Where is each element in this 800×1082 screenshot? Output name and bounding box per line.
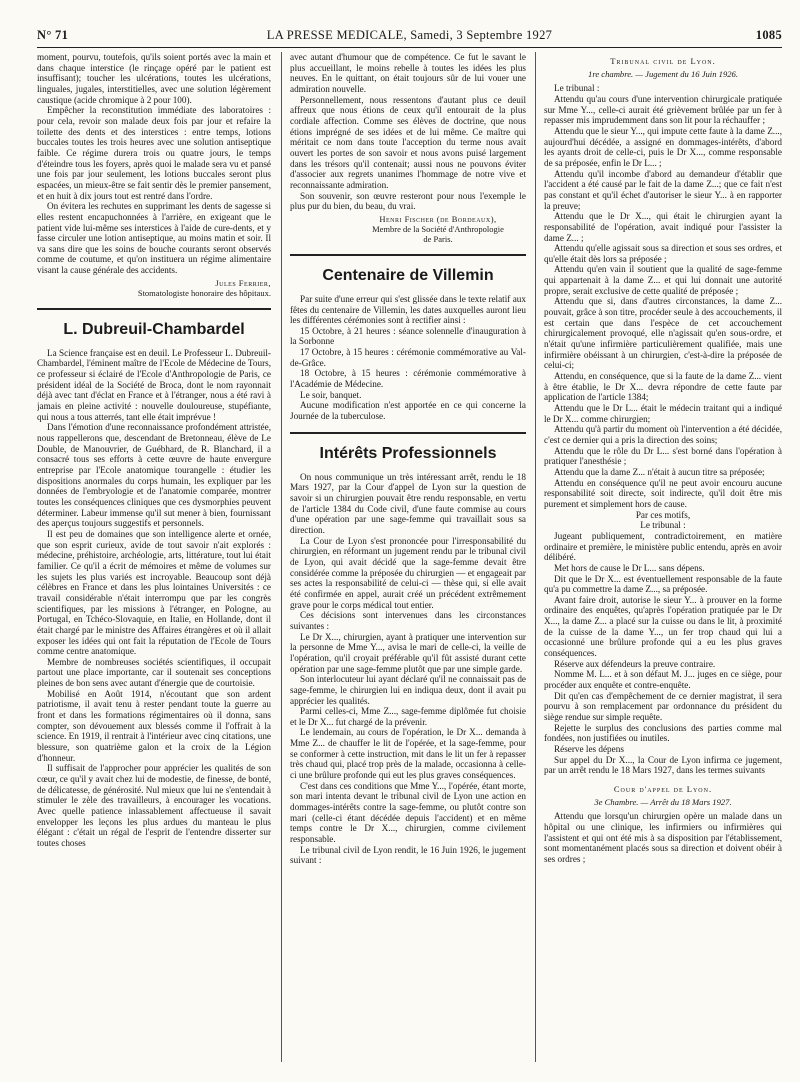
paragraph: Attendu qu'en vain il soutient que la qualité de sage-femme qui appartenait à la dame Z... et qui lui donnait une autorité propre, serait exclusive de cette qualité de préposée ; <box>544 264 782 296</box>
paragraph: C'est dans ces conditions que Mme Y..., l'opérée, étant morte, son mari intenta devant le tribunal civil de Lyon une action en dommages-intérêts contre la sage-femme, ou plutôt contre son mari (celle-ci étant décédée depuis l'accident) et en même temps contre le Dr X..., chirurgien, comme civilement responsable. <box>290 780 526 845</box>
paragraph: La Cour de Lyon s'est prononcée pour l'irresponsabilité du chirurgien, en réformant un jugement rendu par le tribunal civil de Lyon, qui avait décidé que la sage-femme devait être considérée comme la préposée du chirurgien — et engageait par ses actes la responsabilité de celui-ci — thèse qui, si elle avait été confirmée en appel, aurait créé un précédent extrêmement grave pour le corps médical tout entier. <box>290 535 526 610</box>
paragraph: Nomme M. L... et à son défaut M. J... juges en ce siège, pour procéder aux enquête et contre-enquête. <box>544 669 782 691</box>
chamber-heading: 3e Chambre. — Arrêt du 18 Mars 1927. <box>594 796 732 807</box>
author-name: Jules Ferrier, <box>215 277 271 288</box>
paragraph: Dit que le Dr X... est éventuellement responsable de la faute qu'a pu commettre la dame Z..., sa préposée. <box>544 573 782 595</box>
signature <box>290 214 526 244</box>
paragraph: Attendu en conséquence qu'il ne peut avoir encouru aucune responsabilité soit directe, soit indirecte, qu'il doit être mis purement et simplement hors de cause. <box>544 477 782 509</box>
paragraph: Réserve aux défendeurs la preuve contraire. <box>554 658 716 669</box>
paragraph: Membre de nombreuses sociétés scientifiques, il occupait partout une place importante, car il soutenait ses conceptions pleines de bon sens avec autant d'énergie que de courtoisie. <box>37 656 271 689</box>
paragraph: moment, pourvu, toutefois, qu'ils soient portés avec la main et dans chaque interstice (le rinçage opéré par le patient est insuffisant); toucher les ulcérations, toutes les ulcérations, linguales, jugales, interstitielles, avec une solution légèrement caustique (acide chromique à 2 pour 100). <box>37 52 271 105</box>
paragraph: Ces décisions sont intervenues dans les circonstances suivantes : <box>290 610 526 631</box>
header-rule <box>37 47 782 48</box>
paragraph: Attendu qu'elle agissait sous sa direction et sous ses ordres, et qu'elle était dès lors sa préposée ; <box>544 243 782 264</box>
paragraph: Son interlocuteur lui ayant déclaré qu'il ne connaissait pas de sage-femme, le chirurgien lui en indiqua deux, dont il avait pu apprécier les qualités. <box>290 674 526 706</box>
paragraph: Le soir, banquet. <box>300 389 362 400</box>
section-rule <box>37 308 271 310</box>
paragraph: Le tribunal : <box>640 520 686 531</box>
paragraph: Dans l'émotion d'une reconnaissance profondément attristée, nous rappellerons que, descendant de Bretonneau, élève de Le Double, de Manouvrier, de Guébhard, de R. Blanchard, il a consacré tous ses efforts à cette œuvre de haute envergure entreprise par l'Ecole anatomique tourangelle : étudier les dispositions anormales du corps humain, les expliquer par les données de l'embryologie et de l'anatomie comparée, montrer toutes les conséquences cliniques que ces dysmorphies peuvent déterminer. Labeur immense qu'il sut mener à bien, fournissant des aperçus toujours suggestifs et personnels. <box>37 422 271 529</box>
column-1 <box>37 52 271 1072</box>
author-title: de Paris. <box>423 233 453 244</box>
paragraph: Met hors de cause le Dr L... sans dépens. <box>554 562 705 573</box>
issue-number: N° 71 <box>37 28 69 42</box>
paragraph: Réserve les dépens <box>554 744 624 754</box>
section-title: Intérêts Professionnels <box>319 444 497 462</box>
paragraph: Il est peu de domaines que son intelligence alerte et ornée, que son esprit curieux, avide de tout savoir n'ait explorés : médecine, préhistoire, archéologie, arts, littérature, tout lui était familier. Ce qu'il a écrit de mémoires et même de volumes sur les sujets les plus variés est incroyable. Beaucoup sont déjà célèbres en France et dans les plus lointaines Universités : ce travail considérable n'était interrompu que par les congrès scientifiques, par les missions à l'étranger, en Pologne, au Portugal, en Tchéco-Slovaquie, en Italie, en Hollande, dont il était chargé par le ministre des Affaires étrangères et où il allait exposer les idées qui ont fait la réputation de l'Ecole de Tours comme centre anatomique. <box>37 528 271 657</box>
author-name: Henri Fischer (de Bordeaux), <box>379 213 497 224</box>
paragraph: Le Dr X..., chirurgien, ayant à pratiquer une intervention sur la personne de Mme Y..., avisa le mari de celle-ci, la veille de l'opération, qu'il croyait préférable qu'il fût assisté durant cette opération par une sage-femme plutôt que par une simple garde. <box>290 631 526 674</box>
author-title: Membre de la Société d'Anthropologie <box>372 223 504 234</box>
court-heading: Tribunal civil de Lyon. <box>610 56 716 66</box>
paragraph: Attendu, en conséquence, que si la faute de la dame Z... vient à être établie, le Dr X... devra répondre de cette faute par application de l'article 1384; <box>544 371 782 403</box>
paragraph: Personnellement, nous ressentons d'autant plus ce deuil affreux que nous étions de ceux qu'il entourait de la plus cordiale affection. Comme ses élèves de doctrine, que nous étions imprégné de ses idées et de lui même. Ce maître qui méritait ce nom dans toute l'acception du terme nous avait ouvert les portes de son savoir et nous avons puisé largement dans les trésors qu'il contenait; aussi nous ne pouvons éviter d'associer aux regrets unanimes l'hommage de notre vive et reconnaissante admiration. <box>290 94 526 190</box>
paragraph: Sur appel du Dr X..., la Cour de Lyon infirma ce jugement, par un arrêt rendu le 18 Mars 1927, dans les termes suivants <box>544 754 782 776</box>
paragraph: 17 Octobre, à 15 heures : cérémonie commémorative au Val-de-Grâce. <box>290 347 526 368</box>
masthead-title: LA PRESSE MEDICALE, Samedi, 3 Septembre 1927 <box>266 28 553 42</box>
section-rule <box>290 432 526 434</box>
column-divider <box>535 52 536 1062</box>
paragraph: 18 Octobre, à 15 heures : cérémonie commémorative à l'Académie de Médecine. <box>290 368 526 390</box>
paragraph: On nous communique un très intéressant arrêt, rendu le 18 Mars 1927, par la Cour d'appel de Lyon sur la question de savoir si un chirurgien pouvait être rendu responsable, en vertu de l'article 1384 du Code civil, d'une faute commise au cours d'une opération par une sage-femme qui travaillait sous sa direction. <box>290 471 526 535</box>
paragraph: Attendu que le sieur Y..., qui impute cette faute à la dame Z..., aujourd'hui décédée, a assigné en dommages-intérêts, d'abord les ayants droit de celle-ci, puis le Dr X..., comme responsable de sa préposée, enfin le Dr L... ; <box>544 125 782 168</box>
paragraph: La Science française est en deuil. Le Professeur L. Dubreuil-Chambardel, l'éminent maître de l'Ecole de Médecine de Tours, ce professeur si éclairé de l'Ecole d'Anthropologie de Paris, ce président idéal de la Société de Broca, dont le nom rayonnait déjà avec tant d'éclat en France et à l'étranger, nous a été ravi à jamais en pleine activité : nouvelle douloureuse, stupéfiante, qui nous a tous atterrés, tant elle était imprévue ! <box>37 347 271 422</box>
paragraph: Parmi celles-ci, Mme Z..., sage-femme diplômée fut choisie et le Dr X... fut chargé de la prévenir. <box>290 706 526 727</box>
court-heading: Cour d'appel de Lyon. <box>613 783 713 794</box>
paragraph: Rejette le surplus des conclusions des parties comme mal fondées, non justifiées ou inutiles. <box>544 722 782 744</box>
column-3 <box>544 52 782 1072</box>
author-title: Stomatologiste honoraire des hôpitaux. <box>137 287 271 298</box>
paragraph: Dit qu'en cas d'empêchement de ce dernier magistrat, il sera pourvu à son remplacement par ordonnance du président du siège rendue sur simple requête. <box>544 690 782 723</box>
paragraph: Son souvenir, son œuvre resteront pour nous l'exemple le plus pur du bien, du beau, du vrai. <box>290 190 526 212</box>
paragraph: Par suite d'une erreur qui s'est glissée dans le texte relatif aux fêtes du centenaire de Villemin, les dates auxquelles auront lieu les différentes cérémonies sont à rectifier ainsi : <box>290 293 526 326</box>
paragraph: Par ces motifs, <box>635 509 691 520</box>
page-header <box>37 28 782 46</box>
paragraph: Jugeant publiquement, contradictoirement, en matière ordinaire et première, le ministère public entendu, après en avoir délibéré. <box>544 530 782 563</box>
paragraph: Avant faire droit, autorise le sieur Y... à prouver en la forme ordinaire des enquêtes, qu'après l'opération pratiquée par le Dr X..., la dame Z... a placé sur la cuisse ou dans le lit, à proximité de la cuisse de la dame Y..., un fer trop chaud qui lui a occasionné une brûlure profonde qui a eu les plus graves conséquences. <box>544 594 782 659</box>
paragraph: avec autant d'humour que de compétence. Ce fut le savant le plus accueillant, le moins rebelle à toutes les idées les plus neuves. En le quittant, on était toujours sûr de lui vouer une admiration nouvelle. <box>290 52 526 94</box>
paragraph: On évitera les rechutes en supprimant les dents de sagesse si elles restent encapuchonnées à l'arrière, en exigeant que le patient vide lui-même ses interstices à l'aide de cure-dents, et y fasse circuler une lotion antiseptique, au moins matin et soir. Il va sans dire que les soins de bouche courants seront observés comme de coutume, et qu'on instituera un régime alimentaire visant la cause générale des accidents. <box>37 201 271 276</box>
paragraph: Attendu que le rôle du Dr L... s'est borné dans l'opération à pratiquer l'anesthésie ; <box>544 445 782 467</box>
paragraph: Attendu que le Dr X..., qui était le chirurgien ayant la responsabilité de l'opération, avait indiqué pour l'assister la dame Z... ; <box>544 211 782 243</box>
paragraph: Attendu que le Dr L... était le médecin traitant qui a indiqué le Dr X... comme chirurgien; <box>544 403 782 424</box>
paragraph: Empêcher la reconstitution immédiate des laboratoires : pour cela, revoir son malade deux fois par jour et refaire la toilette des dents et des interstices : entre temps, lotions buccales toutes les trois heures avec une solution antiseptique faible. Ce régime durera trois ou quatre jours, le temps d'éteindre tous les foyers, après quoi le malade sera vu et pansé une fois par jour seulement, les lotions buccales seront plus espacées, un mieux-être se fait sentir dès le premier pansement, et en huit à dix jours tout est rentré dans l'ordre. <box>37 105 271 201</box>
paragraph: Mobilisé en Août 1914, n'écoutant que son ardent patriotisme, il avait tenu à rester pendant toute la guerre au front et dans les formations régimentaires où il donna, sans compter, son dévouement aux blessés comme il l'offrait à la science. En 1919, il rentrait à l'intérieur avec cinq citations, une blessure, son quatrième galon et la croix de la Légion d'honneur. <box>37 688 271 763</box>
paragraph: Aucune modification n'est apportée en ce qui concerne la Journée de la tuberculose. <box>290 400 526 422</box>
paragraph: Attendu qu'au cours d'une intervention chirurgicale pratiquée sur Mme Y..., celle-ci aurait été grièvement brûlée par un fer à repasser mis imprudemment dans son lit pour la réchauffer ; <box>544 93 782 126</box>
paragraph: Attendu qu'il incombe d'abord au demandeur d'établir que l'accident a été causé par le fait de la dame Z...; que ce fait n'est pas constant et qu'il échet d'autoriser le sieur Y... à en rapporter la preuve; <box>544 168 782 211</box>
paragraph: Le lendemain, au cours de l'opération, le Dr X... demanda à Mme Z... de chauffer le lit de l'opérée, et la sage-femme, pour se conformer à cette instruction, mit dans le lit un fer à repasser très chaud qui, placé trop près de la malade, occasionna à celle-ci une brûlure profonde qui eut les plus graves conséquences. <box>290 727 526 781</box>
paragraph: Le tribunal : <box>554 83 600 94</box>
section-title: Centenaire de Villemin <box>322 266 494 284</box>
newspaper-page <box>37 0 782 1082</box>
obituary-title: L. Dubreuil-Chambardel <box>63 320 245 338</box>
signature <box>37 278 271 298</box>
paragraph: Attendu que si, dans d'autres circonstances, la dame Z... pouvait, grâce à son titre, procéder seule à des accouchements, il est certain que dans l'espèce de cet accouchement chirurgicalement provoqué, elle n'agissait qu'en sous-ordre, et n'était qu'une infirmière particulièrement qualifiée, mais une infirmière obéissant à un chirurgien, c'est-à-dire la préposée de celui-ci; <box>544 296 782 371</box>
chamber-heading: 1re chambre. — Jugement du 16 Juin 1926. <box>588 68 738 79</box>
page-number: 1085 <box>755 28 782 42</box>
column-divider <box>281 52 282 1062</box>
paragraph: Attendu que lorsqu'un chirurgien opère un malade dans un hôpital ou une clinique, les infirmiers ou infirmières qui l'assistent et qui ont été mis à sa disposition par l'établissement, sont momentanément placés sous sa direction et doivent obéir à ses ordres ; <box>544 811 782 864</box>
section-rule <box>290 254 526 256</box>
paragraph: Il suffisait de l'approcher pour apprécier les qualités de son cœur, ce qu'il y avait chez lui de modestie, de finesse, de bonté, de délicatesse, de générosité. Nul mieux que lui ne s'entendait à stimuler le zèle des travailleurs, à encourager les vocations. Avec quelle patience inlassablement affectueuse il savait envelopper les leçons les plus ardues du manteau le plus élégant : c'était un régal de l'esprit de l'entendre disserter sur toutes choses <box>37 763 271 848</box>
column-2 <box>290 52 526 1072</box>
paragraph: Le tribunal civil de Lyon rendit, le 16 Juin 1926, le jugement suivant : <box>290 844 526 866</box>
paragraph: Attendu que la dame Z... n'était à aucun titre sa préposée; <box>554 466 765 477</box>
paragraph: 15 Octobre, à 21 heures : séance solennelle d'inauguration à la Sorbonne <box>290 325 526 347</box>
paragraph: Attendu qu'à partir du moment où l'intervention a été décidée, c'est ce dernier qui a pris la direction des soins; <box>544 424 782 445</box>
